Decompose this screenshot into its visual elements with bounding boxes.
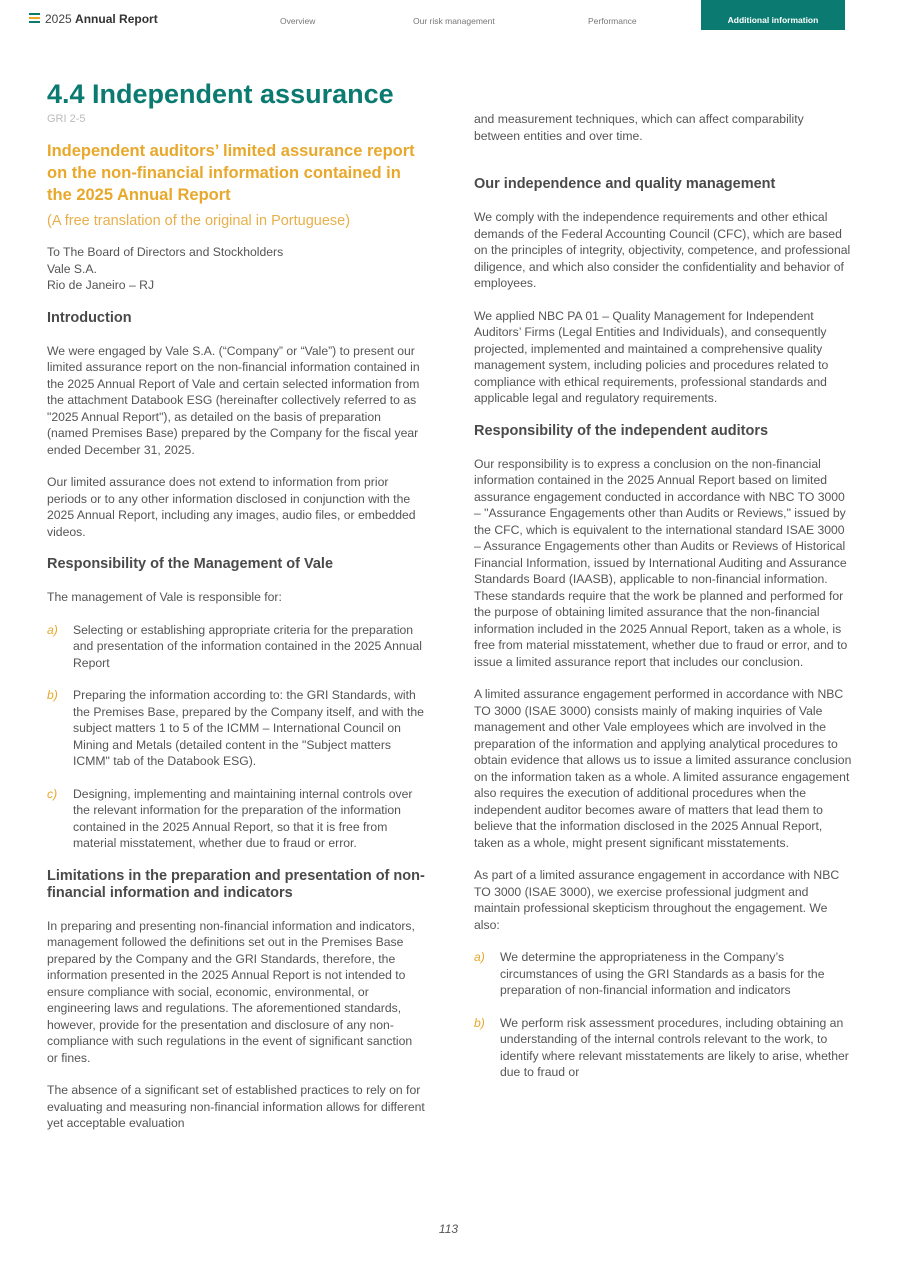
list-item — [47, 622, 425, 672]
paragraph: We applied NBC PA 01 – Quality Management for Independent Auditors’ Firms (Legal Entities and Individuals), and consequently projected, implemented and maintained a comprehensive quality management system, including policies and procedures related to compliance with ethical requirements, professional standards and applicable legal and regulatory requirements. — [474, 308, 829, 405]
nav-tab-additional-information[interactable]: Additional information — [701, 0, 845, 30]
list-item — [47, 687, 425, 770]
heading-auditor-responsibility: Responsibility of the independent auditors — [474, 422, 769, 439]
list-marker: a) — [47, 622, 58, 637]
brand-year: 2025 — [45, 12, 72, 26]
addressee-line: To The Board of Directors and Stockholders — [47, 245, 284, 259]
paragraph: In preparing and presenting non-financial information and indicators, management followed the definitions set out in the Premises Base prepared by the Company and the GRI Standards, therefore, the information presented in the 2025 Annual Report is not intended to ensure compliance with social, economic, environmental, or engineering laws and regulations. The aforementioned standards, however, provide for the presentation and disclosure of any non-compliance with such regulations in the event of significant sanction or fines. — [47, 918, 415, 1065]
right-column — [474, 111, 852, 1097]
list-item — [474, 1015, 852, 1081]
nav-tab-overview[interactable]: Overview — [280, 16, 316, 26]
left-column — [47, 76, 425, 1148]
paragraph: The absence of a significant set of established practices to rely on for evaluating and measuring non-financial information allows for different yet acceptable evaluation — [47, 1083, 425, 1130]
list-marker: c) — [47, 786, 58, 801]
page-number: 113 — [438, 1222, 459, 1236]
paragraph: We comply with the independence requirements and other ethical demands of the Federal Accounting Council (CFC), which are based on the principles of integrity, objectivity, competence, and professional diligence, and which also consider the confidentiality and behavior of employees. — [474, 210, 851, 290]
list-text: Selecting or establishing appropriate criteria for the preparation and presentation of the information contained in the 2025 Annual Report — [73, 622, 422, 670]
nav-tab-performance[interactable]: Performance — [588, 16, 637, 26]
list-marker: b) — [474, 1015, 485, 1030]
gri-reference: GRI 2-5 — [47, 113, 86, 125]
heading-independence: Our independence and quality management — [474, 176, 776, 192]
list-item — [47, 786, 425, 852]
list-text: Designing, implementing and maintaining internal controls over the relevant information for the preparation of the information contained in the 2025 Annual Report, so that it is free from material misstatement, whether due to fraud or error. — [73, 786, 413, 850]
paragraph: Our limited assurance does not extend to information from prior periods or to any other information disclosed in conjunction with the 2025 Annual Report, including any images, audio files, or embedded videos. — [47, 475, 416, 539]
heading-introduction: Introduction — [47, 309, 132, 326]
paragraph: We were engaged by Vale S.A. (“Company” or “Vale”) to present our limited assurance report on the non-financial information contained in the 2025 Annual Report of Vale and certain selected information from the attachment Databook ESG (hereinafter collectively referred to as "2025 Annual Report"), as detailed on the basis of preparation (named Premises Base) prepared by the Company for the fiscal year ended December 31, 2025. — [47, 343, 420, 457]
brand-title[interactable] — [45, 12, 158, 26]
list-text: We perform risk assessment procedures, including obtaining an understanding of the internal controls relevant to the work, to identify where relevant misstatements are likely to arise, whether due to fraud or — [500, 1015, 849, 1079]
nav-tab-risk-management[interactable]: Our risk management — [413, 16, 495, 26]
addressee — [47, 244, 425, 294]
hamburger-menu-icon[interactable] — [29, 13, 40, 25]
list-text: We determine the appropriateness in the Company’s circumstances of using the GRI Standards as a basis for the preparation of non-financial information and indicators — [500, 950, 825, 997]
paragraph: A limited assurance engagement performed in accordance with NBC TO 3000 (ISAE 3000) consists mainly of making inquiries of Vale management and other Vale employees which are involved in the preparation of the information and applying analytical procedures to obtain evidence that allows us to issue a limited assurance conclusion on the information taken as a whole. A limited assurance engagement also requires the execution of additional procedures when the independent auditor becomes aware of matters that lead them to believe that the information disclosed in the 2025 Annual Report, taken as a whole, might present significant misstatements. — [474, 687, 852, 850]
paragraph: and measurement techniques, which can affect comparability between entities and over time. — [474, 112, 804, 143]
paragraph: The management of Vale is responsible for: — [47, 590, 282, 604]
report-subtitle: (A free translation of the original in Portuguese) — [47, 213, 351, 229]
list-text: Preparing the information according to: the GRI Standards, with the Premises Base, prepared by the Company itself, and with the subject matters 1 to 5 of the ICMM – International Council on Mining and Metals (detailed content in the "Subject matters ICMM" tab of the Databook ESG). — [73, 688, 424, 768]
paragraph: As part of a limited assurance engagement in accordance with NBC TO 3000 (ISAE 3000), we exercise professional judgment and maintain professional skepticism throughout the engagement. We also: — [474, 868, 840, 932]
paragraph: Our responsibility is to express a conclusion on the non-financial information contained in the 2025 Annual Report based on limited assurance engagement conducted in accordance with NBC TO 3000 – "Assurance Engagements other than Audits or Reviews," issued by the CFC, which is equivalent to the international standard ISAE 3000 – Assurance Engagements other than Audits or Reviews of Historical Financial Information, issued by International Auditing and Assurance Standards Board (IAASB), applicable to non-financial information. These standards require that the work be planned and performed for the purpose of obtaining limited assurance that the non-financial information included in the 2025 Annual Report, taken as a whole, is free from material misstatement, whether due to fraud or error, and to issue a limited assurance report that includes our conclusion. — [474, 456, 848, 669]
heading-limitations: Limitations in the preparation and presentation of non-financial information and indicators — [47, 867, 425, 901]
addressee-line: Vale S.A. — [47, 261, 97, 276]
brand-name: Annual Report — [75, 12, 158, 26]
list-marker: b) — [47, 688, 58, 702]
list-item — [474, 949, 852, 999]
top-nav-bar — [0, 0, 897, 32]
heading-management-responsibility: Responsibility of the Management of Vale — [47, 556, 334, 572]
list-marker: a) — [474, 950, 485, 964]
report-heading: Independent auditors’ limited assurance report on the non-financial information contained in the 2025 Annual Report — [47, 142, 415, 204]
addressee-line: Rio de Janeiro – RJ — [47, 278, 155, 292]
page-title: 4.4 Independent assurance — [47, 79, 394, 109]
